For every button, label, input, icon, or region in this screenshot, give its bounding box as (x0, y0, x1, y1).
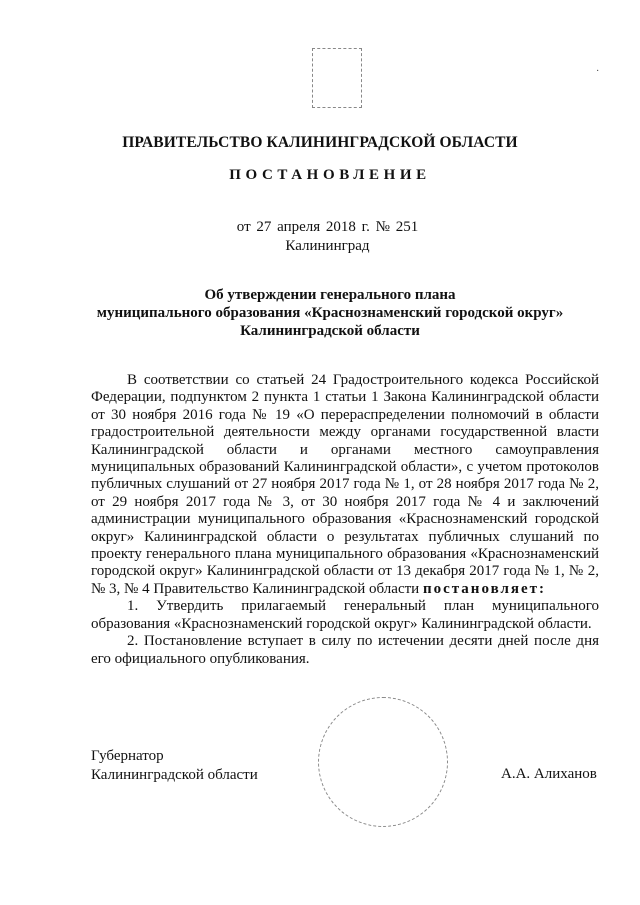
preamble-text: В соответствии со статьей 24 Градостроительного кодекса Российской Федерации, подпунктом 2 пункта 1 статьи 1 Закона Калининградской области от 30 ноября 2016 года № 19 «О перераспределении полномочий в области градостроительной деятельности между органами государственной власти Калининградской области и органами местного самоуправления муниципальных образований Калининградской области», с учетом протоколов публичных слушаний от 27 ноября 2017 года № 1, от 28 ноября 2017 года № 2, от 29 ноября 2017 года № 3, от 30 ноября 2017 года № 4 и заключений администрации муниципального образования «Краснознаменский городской округ» Калининградской области о результатах публичных слушаний по проекту генерального плана муниципального образования «Краснознаменский городской округ» Калининградской области от 13 декабря 2017 года № 1, № 2, № 3, № 4 Правительство Калининградской области (91, 372, 599, 597)
signatory-position (91, 747, 258, 785)
title-line: Калининградской области (240, 323, 420, 339)
preamble-paragraph (91, 372, 599, 598)
document-body (91, 372, 599, 668)
coat-of-arms-placeholder (312, 48, 362, 108)
government-name: ПРАВИТЕЛЬСТВО КАЛИНИНГРАДСКОЙ ОБЛАСТИ (122, 134, 518, 151)
signatory-name: А.А. Алиханов (501, 766, 597, 782)
scan-mark: · (596, 66, 600, 77)
title-line: Об утверждении генерального плана (204, 287, 456, 303)
document-type: ПОСТАНОВЛЕНИЕ (229, 167, 431, 183)
signatory-title: Губернатор (91, 748, 164, 764)
decree-item-2: 2. Постановление вступает в силу по истечении десяти дней после дня его официального опубликования. (91, 633, 599, 667)
decree-word: постановляет: (422, 580, 547, 597)
title-line: муниципального образования «Краснознаменский городской округ» (96, 305, 564, 321)
document-date-number: от 27 апреля 2018 г. № 251 (236, 219, 419, 235)
official-stamp-placeholder (318, 697, 448, 827)
signatory-region: Калининградской области (91, 767, 258, 783)
decree-item-1: 1. Утвердить прилагаемый генеральный план муниципального образования «Краснознаменский городской округ» Калининградской области. (91, 598, 599, 632)
document-title (80, 286, 580, 340)
document-city: Калининград (285, 238, 370, 254)
